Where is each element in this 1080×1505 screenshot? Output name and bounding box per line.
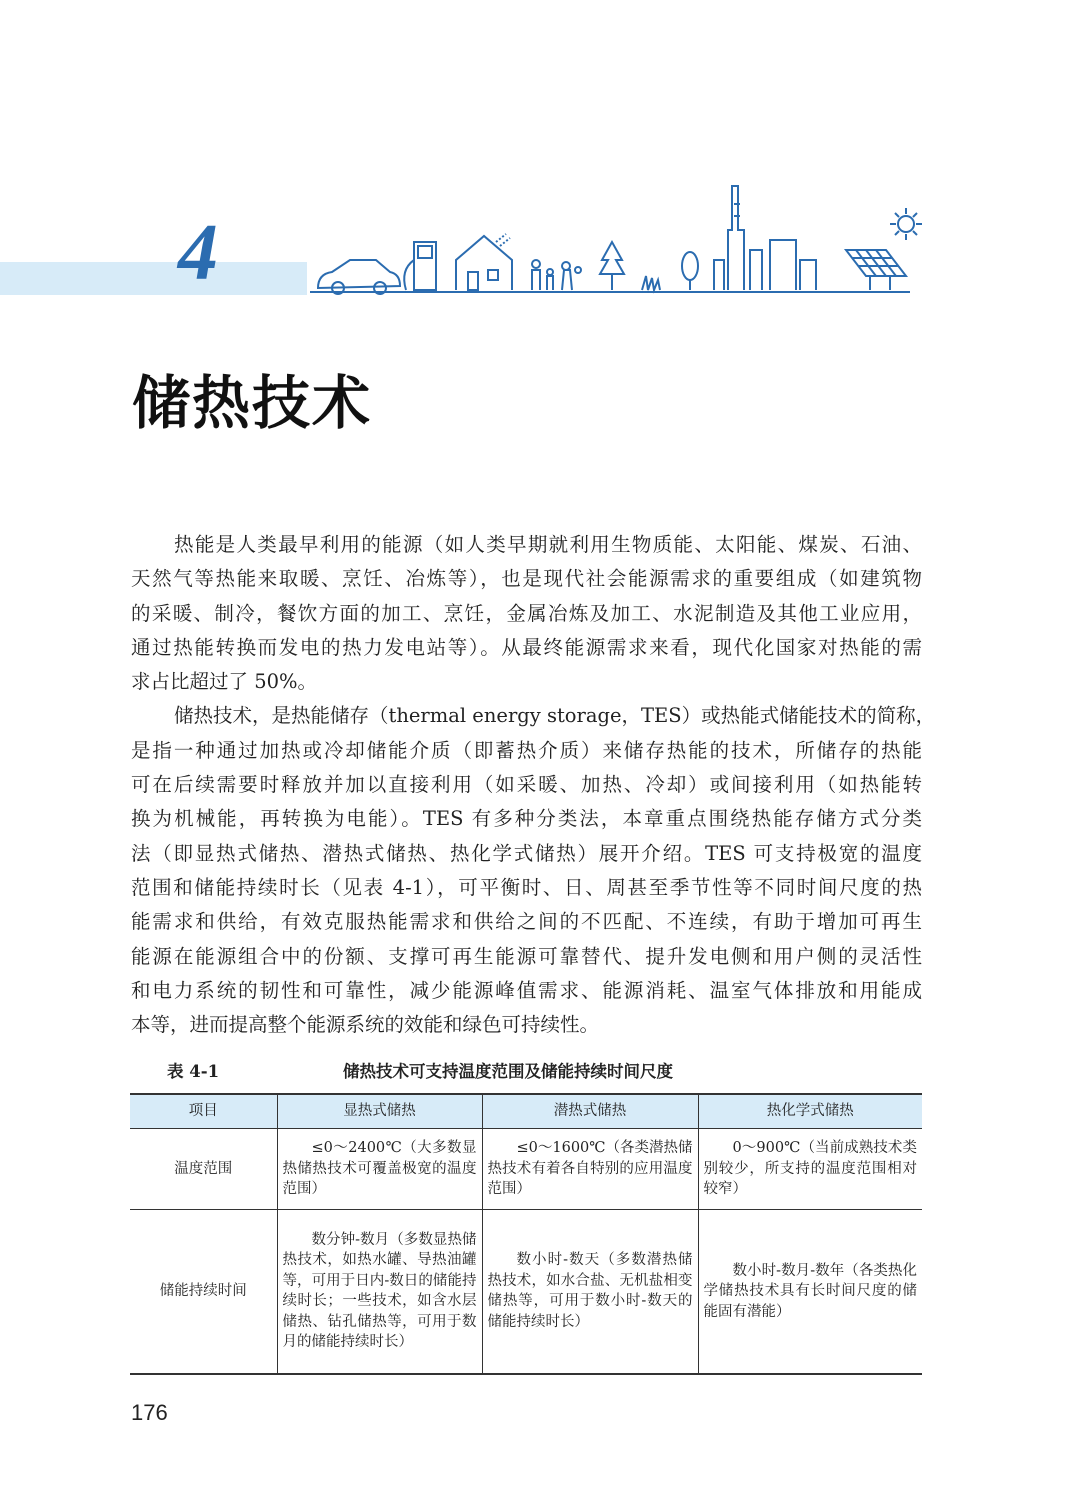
- car-icon: [318, 260, 400, 294]
- text-line: 可在后续需要时释放并加以直接利用（如采暖、加热、冷却）或间接利用（如热能转: [131, 773, 922, 797]
- table-caption: 储热技术可支持温度范围及储能持续时间尺度: [343, 1062, 673, 1081]
- table-header: 潜热式储热: [482, 1094, 698, 1129]
- text-line: 范围和储能持续时长（见表 4-1），可平衡时、日、周甚至季节性等不同时间尺度的热: [131, 875, 922, 899]
- solar-panel-icon: [846, 250, 906, 290]
- text-line: 法（即显热式储热、潜热式储热、热化学式储热）展开介绍。TES 可支持极宽的温度: [131, 841, 922, 865]
- text-line: 换为机械能，再转换为电能）。TES 有多种分类法，本章重点围绕热能存储方式分类: [131, 807, 922, 831]
- sun-icon: [890, 208, 922, 240]
- city-buildings-icon: [714, 186, 816, 290]
- cell-text: 0～900℃（当前成熟技术类别较少，所支持的温度范围相对较窄）: [703, 1140, 917, 1198]
- bush-icon: [682, 252, 698, 290]
- grass-icon: [642, 276, 660, 290]
- paragraph: [131, 528, 922, 699]
- text-line: 能源在能源组合中的份额、支撑可再生能源可靠替代、提升发电侧和用户侧的灵活性: [131, 944, 922, 968]
- table-cell: 温度范围: [130, 1129, 277, 1210]
- text-line: 和电力系统的韧性和可靠性，减少能源峰值需求、能源消耗、温室气体排放和用能成: [131, 978, 922, 1002]
- table-cell: [277, 1129, 482, 1210]
- data-table: [130, 1093, 922, 1375]
- table-row: [130, 1210, 922, 1374]
- text-line: 本等，进而提高整个能源系统的效能和绿色可持续性。: [131, 1013, 600, 1037]
- table-cell: [698, 1210, 922, 1374]
- cell-text: 数分钟-数月（多数显热储热技术，如热水罐、导热油罐等，可用于日内-数日的储能持续时长；一些技术，如含水层储热、钻孔储热等，可用于数月的储能持续时长）: [282, 1231, 477, 1351]
- text-line: 储热技术，是热能储存（thermal energy storage，TES）或热能式储能技术的简称，: [174, 704, 936, 728]
- cell-text: ≤0～1600℃（各类潜热储热技术有着各自特别的应用温度范围）: [487, 1140, 693, 1198]
- charging-station-icon: [404, 242, 436, 290]
- table-header: 显热式储热: [277, 1094, 482, 1129]
- table-row: [130, 1129, 922, 1210]
- text-line: 是指一种通过加热或冷却储能介质（即蓄热介质）来储存热能的技术，所储存的热能: [131, 738, 922, 762]
- chapter-title: 储热技术: [132, 369, 373, 437]
- tree-icon: [600, 242, 624, 290]
- chapter-number: 4: [178, 209, 218, 297]
- text-line: 能需求和供给，有效克服热能需求和供给之间的不匹配、不连续，有助于增加可再生: [131, 910, 922, 934]
- text-line: 通过热能转换而发电的热力发电站等）。从最终能源需求来看，现代化国家对热能的需: [131, 635, 922, 659]
- table-label: 表 4-1: [167, 1062, 220, 1081]
- table-cell: [277, 1210, 482, 1374]
- cell-text: 数小时-数天（多数潜热储热技术，如水合盐、无机盐相变储热等，可用于数小时-数天的储能持续时长）: [487, 1252, 693, 1330]
- chapter-band: [0, 262, 307, 295]
- table-cell: 储能持续时间: [130, 1210, 277, 1374]
- text-line: 求占比超过了 50%。: [131, 670, 318, 694]
- cell-text: 数小时-数月-数年（各类热化学储热技术具有长时间尺度的储能固有潜能）: [703, 1262, 917, 1320]
- paragraph: [131, 699, 936, 1042]
- cell-text: ≤0～2400℃（大多数显热储热技术可覆盖极宽的温度范围）: [282, 1140, 477, 1198]
- text-line: 的采暖、制冷，餐饮方面的加工、烹饪，金属冶炼及加工、水泥制造及其他工业应用，: [131, 601, 922, 625]
- body-text: [131, 528, 936, 1042]
- table-header: 热化学式储热: [698, 1094, 922, 1129]
- page-number: 176: [131, 1400, 168, 1425]
- table-cell: [482, 1210, 698, 1374]
- table-header: 项目: [130, 1094, 277, 1129]
- text-line: 热能是人类最早利用的能源（如人类早期就利用生物质能、太阳能、煤炭、石油、: [174, 533, 922, 556]
- table-cell: [698, 1129, 922, 1210]
- house-icon: [456, 234, 512, 290]
- text-line: 天然气等热能来取暖、烹饪、冶炼等），也是现代社会能源需求的重要组成（如建筑物: [131, 567, 922, 591]
- table-cell: [482, 1129, 698, 1210]
- table-header-row: [130, 1094, 922, 1129]
- family-icon: [532, 260, 581, 290]
- chapter-illustration: [310, 180, 930, 300]
